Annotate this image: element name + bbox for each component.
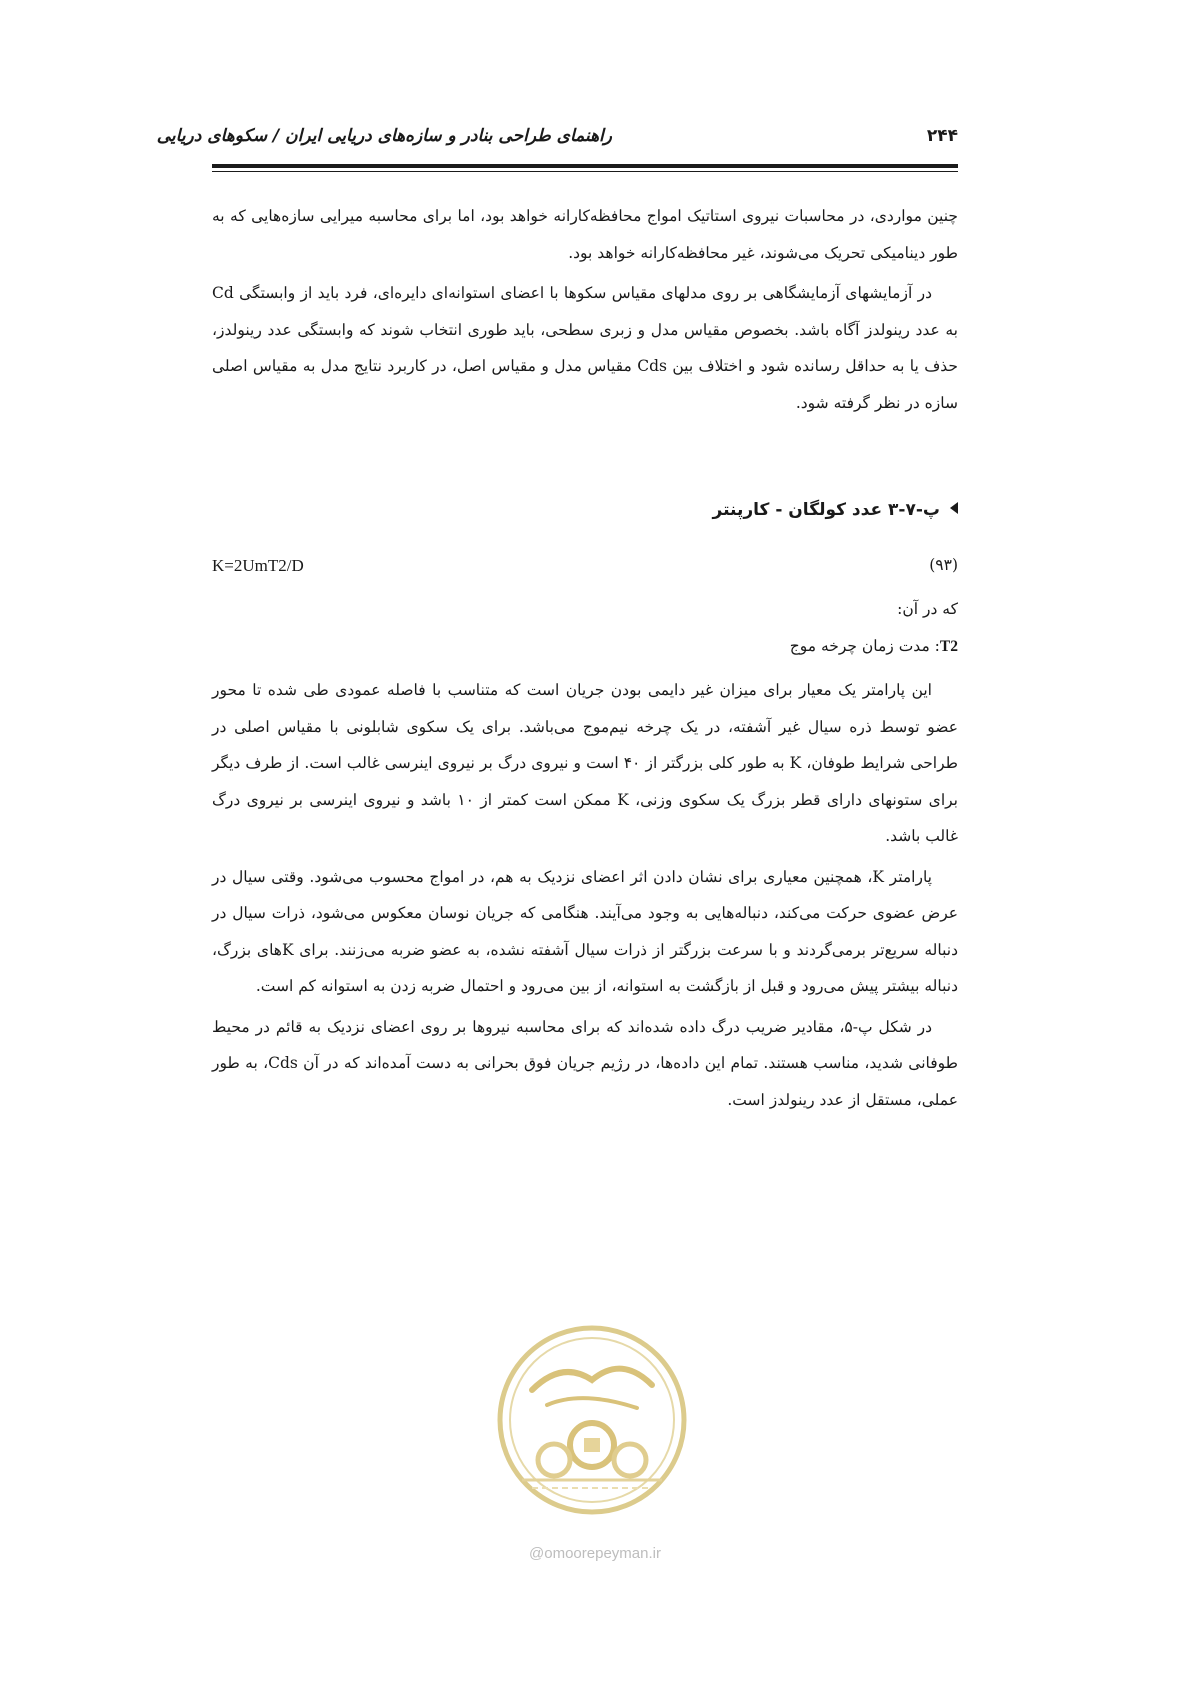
triangle-bullet-icon xyxy=(950,502,958,514)
where-label: که در آن: xyxy=(897,600,958,618)
watermark-calligraphy-2 xyxy=(547,1398,637,1408)
top-paragraphs xyxy=(212,198,958,425)
watermark-gear-left xyxy=(538,1444,570,1476)
watermark-url: @omoorepeyman.ir xyxy=(529,1545,661,1562)
paragraph-5: در شکل پ-۵، مقادیر ضریب درگ داده شده‌اند که برای محاسبه نیروها بر روی اعضای نزدیک به قائم در محیط طوفانی شدید، مناسب هستند. تمام این داده‌ها، در رژیم جریان فوق بحرانی به دست آمده‌اند که در آن Cds، به طور عملی، مستقل از عدد رینولدز است. xyxy=(212,1017,958,1109)
page-header xyxy=(156,124,958,154)
header-rule-thick xyxy=(212,164,958,168)
section-heading-text: پ-۷-۳ عدد کولگان - کارپنتر xyxy=(712,500,940,520)
paragraph-2: در آزمایشهای آزمایشگاهی بر روی مدلهای مقیاس سکوها با اعضای استوانه‌ای دایره‌ای، فرد باید از وابستگی Cd به عدد رینولدز آگاه باشد. بخصوص مقیاس مدل و زبری سطحی، باید طوری انتخاب شوند که وابستگی عدد رینولدز، حذف یا به حداقل رسانده شود و اختلاف بین Cds مقیاس مدل و مقیاس اصل، در کاربرد نتایج مدل به مقیاس اصلی سازه در نظر گرفته شود. xyxy=(212,284,959,412)
equation-row xyxy=(212,556,958,586)
section-heading xyxy=(212,500,958,520)
paragraph-1: چنین مواردی، در محاسبات نیروی استاتیک امواج محافظه‌کارانه خواهد بود، اما برای محاسبه میرایی سازه‌هایی که به طور دینامیکی تحریک می‌شوند، غیر محافظه‌کارانه خواهد بود. xyxy=(212,207,958,262)
watermark-building xyxy=(584,1438,600,1452)
equation-number: (۹۳) xyxy=(929,556,958,574)
header-rule-thin xyxy=(212,171,958,172)
definition-line xyxy=(212,637,958,656)
definition-symbol: T2 xyxy=(939,638,958,655)
equation-formula: K=2UmT2/D xyxy=(212,556,304,575)
paragraph-3: این پارامتر یک معیار برای میزان غیر دایمی بودن جریان است که متناسب با فاصله عمودی طی شده تا محور عضو توسط ذره سیال غیر آشفته، در یک چرخه نیم‌موج می‌باشد. برای یک سکوی شابلونی با مقیاس اصلی در طراحی شرایط طوفان، K به طور کلی بزرگتر از ۴۰ است و نیروی درگ بر نیروی اینرسی غالب است. از طرف دیگر برای ستونهای دارای قطر بزرگ یک سکوی وزنی، K ممکن است کمتر از ۱۰ باشد و نیروی اینرسی بر نیروی درگ غالب باشد. xyxy=(212,681,958,845)
watermark-logo xyxy=(492,1320,692,1520)
bottom-paragraphs xyxy=(212,672,958,1122)
page-number: ۲۴۴ xyxy=(926,126,958,146)
running-title: راهنمای طراحی بنادر و سازه‌های دریایی ایران / سکوهای دریایی xyxy=(156,126,612,146)
watermark-calligraphy xyxy=(532,1369,652,1390)
paragraph-4: پارامتر K، همچنین معیاری برای نشان دادن اثر اعضای نزدیک به هم، در امواج محسوب می‌شود. وقتی سیال در عرض عضوی حرکت می‌کند، دنباله‌هایی به وجود می‌آیند. هنگامی که جریان نوسان معکوس می‌شود، ذرات سیال در دنباله سریع‌تر برمی‌گردند و با سرعت بزرگتر از ذرات سیال آشفته نشده، به عضو ضربه می‌زنند. برای Kهای بزرگ، دنباله بیشتر پیش می‌رود و قبل از بازگشت به استوانه، از بین می‌رود و احتمال ضربه زدن به استوانه کم است. xyxy=(212,867,958,995)
watermark-gear-right xyxy=(614,1444,646,1476)
definition-text: : مدت زمان چرخه موج xyxy=(789,637,940,655)
